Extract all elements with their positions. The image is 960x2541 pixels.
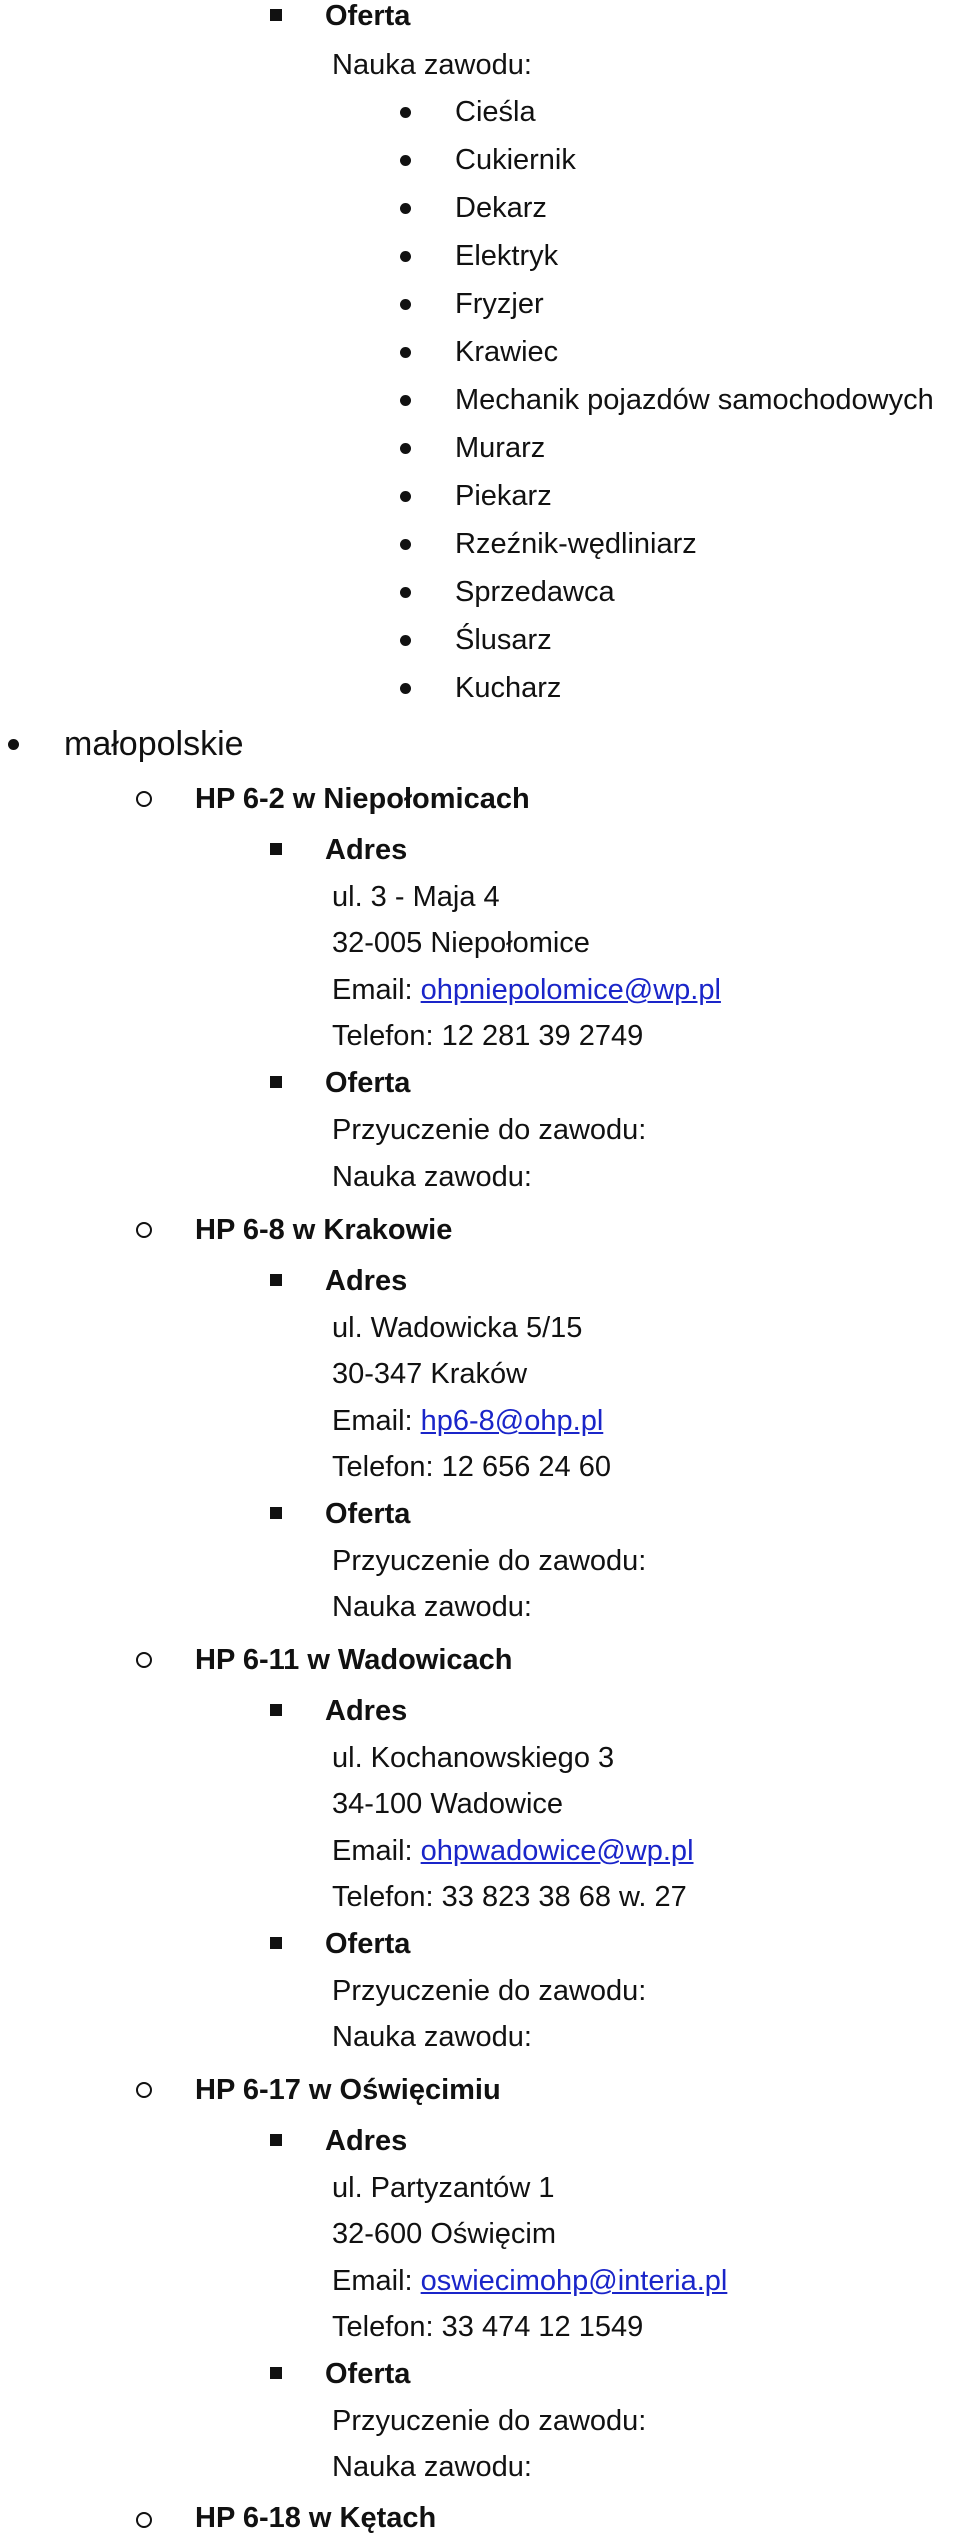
street-address: ul. Partyzantów 1 [332, 2172, 555, 2204]
office-name: HP 6-17 w Oświęcimiu [195, 2074, 501, 2106]
circle-bullet-icon [136, 2082, 152, 2098]
oferta-heading: Oferta [325, 1928, 411, 1960]
phone-line: Telefon: 12 656 24 60 [332, 1451, 611, 1483]
email-line [332, 1829, 694, 1873]
bullet-dot-icon [400, 443, 411, 454]
oferta-heading: Oferta [325, 1498, 411, 1530]
email-label: Email: [332, 1835, 421, 1867]
list-item: Krawiec [455, 336, 559, 368]
oferta-heading: Oferta [325, 2358, 411, 2390]
bullet-dot-icon [400, 587, 411, 598]
bullet-dot-icon [400, 491, 411, 502]
circle-bullet-icon [136, 791, 152, 807]
oferta-heading: Oferta [325, 1067, 411, 1099]
list-item: Mechanik pojazdów samochodowych [455, 384, 934, 416]
list-item: Piekarz [455, 480, 552, 512]
bullet-dot-icon [8, 739, 19, 750]
circle-bullet-icon [136, 1222, 152, 1238]
phone-line: Telefon: 33 474 12 1549 [332, 2311, 644, 2343]
list-item: Elektryk [455, 240, 559, 272]
bullet-dot-icon [400, 635, 411, 646]
postal-city: 30-347 Kraków [332, 1358, 528, 1390]
square-bullet-icon [270, 2367, 282, 2379]
phone-line: Telefon: 33 823 38 68 w. 27 [332, 1881, 687, 1913]
bullet-dot-icon [400, 683, 411, 694]
bullet-dot-icon [400, 107, 411, 118]
list-item: Cukiernik [455, 144, 576, 176]
email-label: Email: [332, 1405, 421, 1437]
bullet-dot-icon [400, 203, 411, 214]
office-name: HP 6-2 w Niepołomicach [195, 783, 530, 815]
bullet-dot-icon [400, 155, 411, 166]
square-bullet-icon [270, 1507, 282, 1519]
email-link[interactable]: oswiecimohp@interia.pl [420, 2265, 728, 2297]
email-link[interactable]: hp6-8@ohp.pl [420, 1405, 604, 1437]
email-label: Email: [332, 974, 421, 1006]
email-line [332, 2259, 727, 2303]
przyuczenie-label: Przyuczenie do zawodu: [332, 1975, 647, 2007]
nauka-label: Nauka zawodu: [332, 49, 532, 81]
street-address: ul. 3 - Maja 4 [332, 881, 500, 913]
nauka-label: Nauka zawodu: [332, 1161, 532, 1193]
bullet-dot-icon [400, 539, 411, 550]
przyuczenie-label: Przyuczenie do zawodu: [332, 1114, 647, 1146]
przyuczenie-label: Przyuczenie do zawodu: [332, 1545, 647, 1577]
office-name: HP 6-8 w Krakowie [195, 1214, 453, 1246]
square-bullet-icon [270, 843, 282, 855]
email-label: Email: [332, 2265, 421, 2297]
square-bullet-icon [270, 1274, 282, 1286]
oferta-heading: Oferta [325, 0, 411, 32]
adres-heading: Adres [325, 1265, 408, 1297]
street-address: ul. Wadowicka 5/15 [332, 1312, 583, 1344]
list-item: Ślusarz [455, 624, 552, 656]
square-bullet-icon [270, 1937, 282, 1949]
bullet-dot-icon [400, 395, 411, 406]
square-bullet-icon [270, 9, 282, 21]
bullet-dot-icon [400, 347, 411, 358]
list-item: Rzeźnik-wędliniarz [455, 528, 697, 560]
adres-heading: Adres [325, 834, 408, 866]
postal-city: 32-600 Oświęcim [332, 2218, 557, 2250]
bullet-dot-icon [400, 251, 411, 262]
circle-bullet-icon [136, 2512, 152, 2528]
list-item: Murarz [455, 432, 546, 464]
email-link[interactable]: ohpniepolomice@wp.pl [420, 974, 721, 1006]
postal-city: 32-005 Niepołomice [332, 927, 590, 959]
list-item: Cieśla [455, 96, 536, 128]
email-line [332, 968, 721, 1012]
bullet-dot-icon [400, 299, 411, 310]
street-address: ul. Kochanowskiego 3 [332, 1742, 615, 1774]
region-heading: małopolskie [64, 725, 244, 763]
nauka-label: Nauka zawodu: [332, 1591, 532, 1623]
square-bullet-icon [270, 1704, 282, 1716]
email-link[interactable]: ohpwadowice@wp.pl [420, 1835, 694, 1867]
list-item: Kucharz [455, 672, 562, 704]
circle-bullet-icon [136, 1652, 152, 1668]
adres-heading: Adres [325, 2125, 408, 2157]
nauka-label: Nauka zawodu: [332, 2451, 532, 2483]
office-name: HP 6-18 w Kętach [195, 2502, 437, 2534]
square-bullet-icon [270, 1076, 282, 1088]
nauka-label: Nauka zawodu: [332, 2021, 532, 2053]
phone-line: Telefon: 12 281 39 2749 [332, 1020, 644, 1052]
email-line [332, 1399, 603, 1443]
list-item: Fryzjer [455, 288, 544, 320]
adres-heading: Adres [325, 1695, 408, 1727]
square-bullet-icon [270, 2134, 282, 2146]
list-item: Sprzedawca [455, 576, 615, 608]
przyuczenie-label: Przyuczenie do zawodu: [332, 2405, 647, 2437]
office-name: HP 6-11 w Wadowicach [195, 1644, 513, 1676]
list-item: Dekarz [455, 192, 547, 224]
postal-city: 34-100 Wadowice [332, 1788, 564, 1820]
